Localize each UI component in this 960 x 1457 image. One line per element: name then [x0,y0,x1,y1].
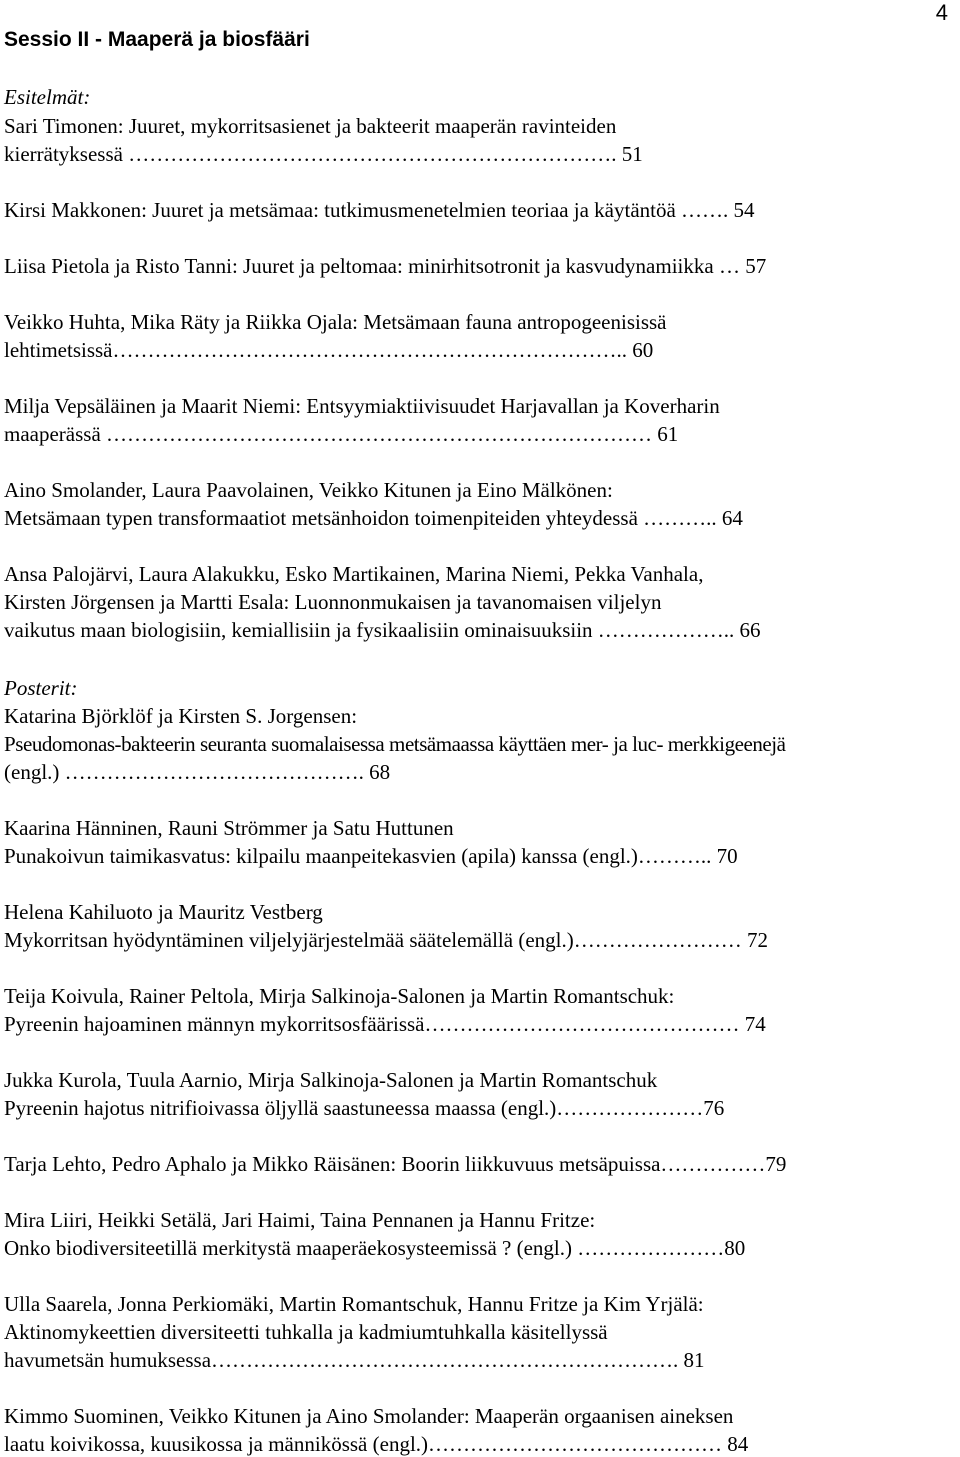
poster-entry-line: Pseudomonas-bakteerin seuranta suomalaisessa metsämaassa käyttäen mer- ja luc- merkkigeenejä [4,732,786,756]
toc-entry-line: Kirsi Makkonen: Juuret ja metsämaa: tutkimusmenetelmien teoriaa ja käytäntöä ……. 54 [4,198,755,222]
toc-entry-line: Veikko Huhta, Mika Räty ja Riikka Ojala: Metsämaan fauna antropogeenisissä [4,310,667,334]
poster-entry-line: Aktinomykeettien diversiteetti tuhkalla ja kadmiumtuhkalla käsitellyssä [4,1320,608,1344]
poster-entry-line: Kaarina Hänninen, Rauni Strömmer ja Satu Huttunen [4,816,454,840]
poster-entry-line: Onko biodiversiteetillä merkitystä maaperäekosysteemissä ? (engl.) …………………80 [4,1236,746,1260]
esitelmat-heading: Esitelmät: [4,85,91,109]
poster-entry-line: Kimmo Suominen, Veikko Kitunen ja Aino Smolander: Maaperän orgaanisen aineksen [4,1404,734,1428]
poster-entry-line: Tarja Lehto, Pedro Aphalo ja Mikko Räisänen: Boorin liikkuvuus metsäpuissa……………79 [4,1152,787,1176]
toc-entry-line: Metsämaan typen transformaatiot metsänhoidon toimenpiteiden yhteydessä ……….. 64 [4,506,743,530]
poster-entry-line: Mira Liiri, Heikki Setälä, Jari Haimi, Taina Pennanen ja Hannu Fritze: [4,1208,596,1232]
toc-entry-line: Sari Timonen: Juuret, mykorritsasienet ja bakteerit maaperän ravinteiden [4,114,617,138]
poster-entry-line: Ulla Saarela, Jonna Perkiomäki, Martin Romantschuk, Hannu Fritze ja Kim Yrjälä: [4,1292,704,1316]
poster-entry-line: havumetsän humuksessa…………………………………………………………. 81 [4,1348,705,1372]
posterit-heading: Posterit: [4,676,78,700]
poster-entry-line: Pyreenin hajoaminen männyn mykorritsosfäärissä……………………………………… 74 [4,1012,766,1036]
toc-entry-line: vaikutus maan biologisiin, kemiallisiin ja fysikaalisiin ominaisuuksiin ……………….. 66 [4,618,761,642]
toc-entry-line: Aino Smolander, Laura Paavolainen, Veikko Kitunen ja Eino Mälkönen: [4,478,613,502]
page-number: 4 [935,0,948,25]
toc-entry-line: kierrätyksessä ……………………………………………………………. 51 [4,142,643,166]
poster-entry-line: laatu koivikossa, kuusikossa ja männikössä (engl.)…………………………………… 84 [4,1432,749,1456]
toc-entry-line: maaperässä …………………………………………………………………… 61 [4,422,679,446]
toc-entry-line: Ansa Palojärvi, Laura Alakukku, Esko Martikainen, Marina Niemi, Pekka Vanhala, [4,562,704,586]
toc-entry-line: Milja Vepsäläinen ja Maarit Niemi: Entsyymiaktiivisuudet Harjavallan ja Koverharin [4,394,720,418]
toc-entry-line: Kirsten Jörgensen ja Martti Esala: Luonnonmukaisen ja tavanomaisen viljelyn [4,590,662,614]
toc-entry-line: Liisa Pietola ja Risto Tanni: Juuret ja peltomaa: minirhitsotronit ja kasvudynamiikka … 57 [4,254,767,278]
toc-entry-line: lehtimetsissä……………………………………………………………….. 60 [4,338,654,362]
session-title: Sessio II - Maaperä ja biosfääri [4,28,310,51]
poster-entry-line: Teija Koivula, Rainer Peltola, Mirja Salkinoja-Salonen ja Martin Romantschuk: [4,984,675,1008]
poster-entry-line: Jukka Kurola, Tuula Aarnio, Mirja Salkinoja-Salonen ja Martin Romantschuk [4,1068,658,1092]
poster-entry-line: Pyreenin hajotus nitrifioivassa öljyllä saastuneessa maassa (engl.)…………………76 [4,1096,725,1120]
poster-entry-line: Katarina Björklöf ja Kirsten S. Jorgensen: [4,704,358,728]
poster-entry-line: Helena Kahiluoto ja Mauritz Vestberg [4,900,323,924]
poster-entry-line: Punakoivun taimikasvatus: kilpailu maanpeitekasvien (apila) kanssa (engl.)……….. 70 [4,844,738,868]
poster-entry-line: Mykorritsan hyödyntäminen viljelyjärjestelmää säätelemällä (engl.)…………………… 72 [4,928,768,952]
poster-entry-line: (engl.) ……………………………………. 68 [4,760,391,784]
